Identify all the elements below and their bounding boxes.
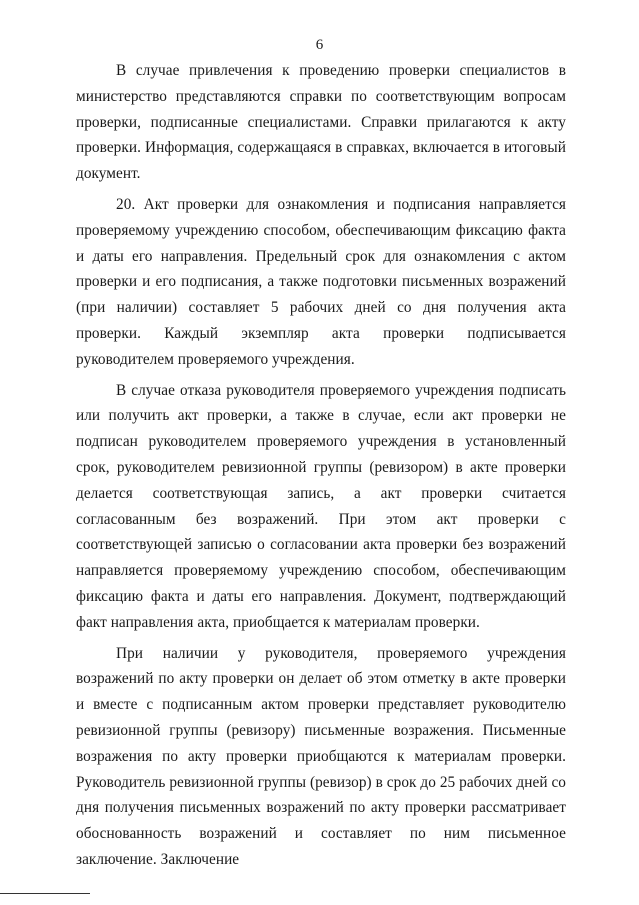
document-body	[76, 58, 566, 873]
paragraph-act-review-deadline: 20. Акт проверки для ознакомления и подписания направляется проверяемому учреждению способом, обеспечивающим фиксацию факта и даты его направления. Предельный срок для ознакомления с актом проверки и его подписания, а также подготовки письменных возражений (при наличии) составляет 5 рабочих дней со дня получения акта проверки. Каждый экземпляр акта проверки подписывается руководителем проверяемого учреждения.	[76, 195, 566, 368]
page-number: 6	[315, 37, 324, 53]
paragraph-objections: При наличии у руководителя, проверяемого учреждения возражений по акту проверки он делает об этом отметку в акте проверки и вместе с подписанным актом проверки представляет руководителю ревизионной группы (ревизору) письменные возражения. Письменные возражения по акту проверки приобщаются к материалам проверки. Руководитель ревизионной группы (ревизор) в срок до 25 рабочих дней со дня получения письменных возражений по акту проверки рассматривает обоснованность возражений и составляет по ним письменное заключение. Заключение	[76, 644, 566, 868]
paragraph-refusal-to-sign: В случае отказа руководителя проверяемого учреждения подписать или получить акт проверки, а также в случае, если акт проверки не подписан руководителем проверяемого учреждения в установленный срок, руководителем ревизионной группы (ревизором) в акте проверки делается соответствующая запись, а акт проверки считается согласованным без возражений. При этом акт проверки с соответствующей записью о согласовании акта проверки без возражений направляется проверяемому учреждению способом, обеспечивающим фиксацию факта и даты его направления. Документ, подтверждающий факт направления акта, приобщается к материалам проверки.	[76, 381, 566, 631]
footnote-divider	[0, 893, 90, 894]
paragraph-specialists-certificates: В случае привлечения к проведению проверки специалистов в министерство представляются справки по соответствующим вопросам проверки, подписанные специалистами. Справки прилагаются к акту проверки. Информация, содержащаяся в справках, включается в итоговый документ.	[76, 62, 566, 183]
